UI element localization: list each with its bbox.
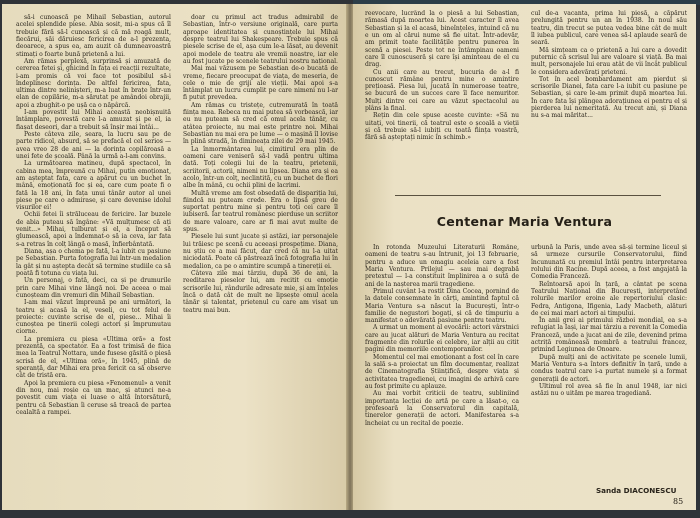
paragraph: să-i cunoască pe Mihail Sebastian, autorul acelei splendide piese. Abia sosit, mi-a spus că îl trebuie fără să-l cunoască și că mă roagă mult, fiecărui, săi dăruiesc fericirea de a-l prezenta, deoarece, a spus ea, am auzit că dumneavoastră stimați o foarte bună prietenă a lui. [16, 14, 171, 58]
paragraph: La următoarea matineu, după spectacol, în cabina mea, împreună cu Mihai, putin emoționat, am așteptat fata, care a apărut cu un buchet în mână, emoționată foc și ea, care cum poate fi o fată la 18 ani, în fața unui tânăr autor al unei piese pe care o admirase, și care devenise idolul visurilor ei! [16, 160, 171, 212]
left-page [2, 4, 347, 510]
paragraph: A urmat un moment al evocării: actori vârstnici care au jucat alături de Maria Ventura au recitat fragmente din rolurile ei celebre, iar alții au citit pagini din memoriile contemporanilor. [365, 324, 519, 354]
paragraph: Ultimul rol avea să fie în anul 1948, iar nici astăzi nu o uităm pe marea tragediană. [531, 382, 687, 398]
left-page-column-2 [183, 14, 338, 506]
paragraph: urbună la Paris, unde avea să-și termine liceul și să urmeze cursurile Conservatorului, fiind încununată cu premiul întâi pentru interpretarea rolului din Racine. După aceea, a fost angajată la Comedia Franceză. [531, 244, 687, 281]
paragraph: Au mai vorbit criticii de teatru, subliniind importanța lecției de artă pe care a lăsat-o, ca profesoară la Conservatorul din capitală, tinerelor generații de actori. Manifestarea s-a încheiat cu un recital de poezie. [365, 390, 519, 427]
article-column-1 [365, 244, 519, 506]
right-page [353, 4, 696, 510]
paragraph: Momentul cel mai emoționant a fost cel în care la sală s-a proiectat un film documentar, realizat de Cinematografia Științifică, despre viața și activitatea tragedienei, cu imagini de arhivă care au fost primite cu aplauze. [365, 353, 519, 390]
paragraph: Apoi la premiera cu piesa «Fenomenul» a venit din nou, mai roșie ca un mac, și atunci ne-a povestit cum viața ei luase o altă întorsătură, pentru că Sebastian îi ceruse să treacă de partea cealaltă a rampei. [16, 379, 171, 416]
paragraph: I-am mai văzut împreună pe ani următori, la teatru și acasă la el, veseli, cu tot felul de proiecte: cuvinte scrise de el, piese... Mihai îi cunoștea pe tinerii colegi actori și împrumutau ciorne. [16, 299, 171, 336]
paragraph: Un personaj, o fată, deci, ca și pe drumurile prin care Mihai vine lângă noi. De aceea o mai cunoșteam din vremuri din Mihail Sebastian. [16, 277, 171, 299]
paragraph: Ochii fetei îi străluceau de fericire. Iar buzele de abia puteau să îngâne: «Vă mulțumesc că ați venit...» Mihai, tulburat și el, a început să glumească, apoi a îndemnat-o să ia ceva, iar fata s-a retras în colț lângă o masă, înfierbântată. [16, 211, 171, 248]
paragraph: Tot în acel bombardament am pierdut și scrisorile Dianei, fata care l-a iubit cu pasiune pe Sebastian, și care le-am primit după moartea lui. În care fata își plângea adorațiunea ei pentru el și pierderea lui nemeritată. Au trecut ani, și Diana nu s-a mai măritat... [531, 75, 687, 120]
paragraph: Diana, așa o chema pe fată, l-a iubit cu pasiune pe Sebastian. Purta fotografia lui într-un medalion la gât și nu aștepta decât să termine studiile ca să poată fi totuna cu viața lui. [16, 248, 171, 277]
section-divider [395, 195, 661, 196]
paragraph: La premiera cu piesa «Ultima oră» a fost prezentă, ca spectator. Ea a fost trimisă de fiica mea la Teatrul Nottara, unde fusese găsită o piesă scrisă de el, «Ultima oră», în 1945, plină de speranță, dar Mihai era prea fericit ca să observe cât de tristă era. [16, 335, 171, 380]
paragraph: În anii grei ai primului război mondial, ea s-a refugiat la Iași, iar mai târziu a revenit la Comedia Franceză, unde a jucat ani de zile, devenind prima actriță româneasă membră a teatrului francez, primind Legiunea de Onoare. [531, 317, 687, 354]
paragraph: Reîntoarsă apoi în țară, a cântat pe scena Teatrului Național din București, interpretând rolurile marilor eroine ale repertoriului clasic: Fedra, Antigona, Ifigenia, Lady Macbeth, alături de cei mai mari actori ai timpului. [531, 280, 687, 317]
paragraph: În rotonda Muzeului Literaturii Române, oameni de teatru s-au întrunit, joi 13 februarie, pentru a aduce un omagiu aceleia care a fost Maria Ventura. Prilejul — sau mai degrabă pretextul — l-a constituit împlinirea a o sută de ani de la nașterea marii tragediene. [365, 244, 519, 288]
paragraph: Piesele lui sunt jucate și astăzi, iar personajele lui trăiesc pe scenă cu aceeași prospețime. Diana, nu știu ce a mai făcut, dar cred că nu l-a uitat niciodată. Poate că păstrează încă fotografia lui în medalion, ca pe o amintire scumpă a tinereții ei. [183, 233, 338, 270]
paragraph: cul de-a vacanta, prima lui piesă, a căpărut prelungită pentru un an în 1938. În noul său teatru, din trecut se putea vedea bine cât de mult îl iubea publicul, care venea să-l aplaude seară de seară. [531, 10, 687, 47]
article-column-2 [531, 244, 687, 480]
paragraph: reevocare, lucrând la o piesă a lui Sebastian, rămasă după moartea lui. Acest caracter îl avea Sebastian și la el acasă, bineînțeles, intuind că nu e un om al cărui nume să fie uitat. Într-adevăr, am primit toate facilitățile pentru punerea în scenă a piesei. Peste tot ne întâmpinau oameni care îl cunoscuseră și care își aminteau de el cu drag. [365, 10, 519, 69]
paragraph: Mă simțeam ca o prietenă a lui care a dovedit puternic că scrisul lui are valoare și viață. Ba mai mult, personajele lui erau atât de vii încât publicul le considera adevărați prieteni. [531, 46, 687, 76]
right-page-column-1 [365, 10, 519, 185]
page-number: 85 [673, 497, 684, 506]
article-headline: Centenar Maria Ventura [436, 214, 613, 229]
paragraph: I-am povestit lui Mihai această neobișnuită întâmplare, povestă care l-a amuzat și pe el, ia fiașat deseori, dar a trebuit să înșir mai întâi... [16, 109, 171, 131]
paragraph: Peste câteva zile, seara, la lucru sau pe de parte ridicol, absurd, să se prefacă el cel serios — avea vreo 28 de ani — la dorința copilăroasă a unei fete de școală. Până la urmă a-l-am convins. [16, 131, 171, 160]
paragraph: După mulți ani de activitate pe scenele lumii, Maria Ventura s-a întors definitiv în țară, unde a condus teatrul care i-a purtat numele și a format generații de actori. [531, 353, 687, 383]
paragraph: Multă vreme am fost obsedată de dispariția lui, fiindcă nu puteam crede. Era o lipsă greu de suportat pentru mine și pentru toți cei care îl iubiseră. Iar teatrul românesc pierduse un scriitor de mare valoare, care ar fi mai avut multe de spus. [183, 189, 338, 234]
left-page-column-1 [16, 14, 171, 506]
paragraph: Rețin din cele spuse aceste cuvinte: «Să nu uitați, voi tinerii, că teatrul este o școală a vieții și că trebuie să-l iubiți cu toată ființa voastră, fără să așteptați nimic în schimb.» [365, 112, 519, 142]
right-page-column-2 [531, 10, 687, 185]
paragraph: Am rămas perplexă, surprinsă și amuzată de cererea fetei și, ghicind în fața ei reacții rezultate, i-am promis că voi face tot posibilul să-i îndeplinesc dorința. De altfel fericirea, fata, ultima dintre nelinișteri, m-a luat în brațe într-un elan de copilărie, m-a sărutat pe amândoi obrajii, apoi a zbughit-o pe ușă ca o năpârcă. [16, 57, 171, 109]
author-signature: Sanda DIACONESCU [596, 486, 677, 495]
paragraph: Am rămas cu tristețe, cutremurată în toată ființa mea. Rebeca nu mai putea să vorbească, iar eu nu puteam să cred că omul acela tânăr, cu atâtea proiecte, nu mai este printre noi. Mihai Sebastian nu mai era pe lume — o mașină îl lovise în plină stradă, în dimineața zilei de 29 mai 1945. [183, 101, 338, 146]
paragraph: Mai mai văzusem pe Sebastian de-o bucată de vreme, fiecare preocupat de viața, de meseria, de cele o mie de griji ale vieții. Mai apoi s-a întâmplat un lucru cumplit pe care nimeni nu l-ar fi putut prevedea. [183, 65, 338, 102]
paragraph: La înmormântarea lui, cimitirul era plin de oameni care veniseră să-l vadă pentru ultima dată. Toți colegii lui de la teatru, prietenii, scriitorii, actorii, nimeni nu lipsea. Diana era și ea acolo, într-un colț, neclintită, cu un buchet de flori albe în mână, cu ochii plini de lacrimi. [183, 145, 338, 190]
paragraph: Câteva zile mai târziu, după 36 de ani, la reeditarea pieselor lui, am recitit cu emoție scrisorile lui, rândurile adresate mie, și am înțeles încă o dată cât de mult ne lipsește omul acela tânăr și talentat, prietenul cu care am visat un teatru mai bun. [183, 269, 338, 314]
paragraph: Cu anii care au trecut, bucuria de a-l fi cunoscut rămâne pentru mine o amintire prețioasă. Piesa lui, jucată în numeroase teatre, se bucură de un succes care îl face nemuritor. Mulți dintre cei care au văzut spectacolul au plâns la final. [365, 68, 519, 113]
paragraph: doar cu primul act tradus admirabil de Sebastian, într-o versiune originală, care purta aproape identitatea și cunoștințele lui Mihai despre teatrul lui Shakespeare. Trebuie spus că piesele scrise de el, așa cum le-a lăsat, au devenit apoi modele de teatru ale vremii noastre, iar ele au fost jucate pe scenele teatrului nostru național. [183, 14, 338, 65]
paragraph: Primul cuvânt l-a rostit Dina Cocea, pornind de la datele consemnate în cărți, amintind faptul că Maria Ventura s-a născut la București, într-o familie de negustori bogați, și că de timpuriu a manifestat o adevărată pasiune pentru teatru. [365, 287, 519, 325]
